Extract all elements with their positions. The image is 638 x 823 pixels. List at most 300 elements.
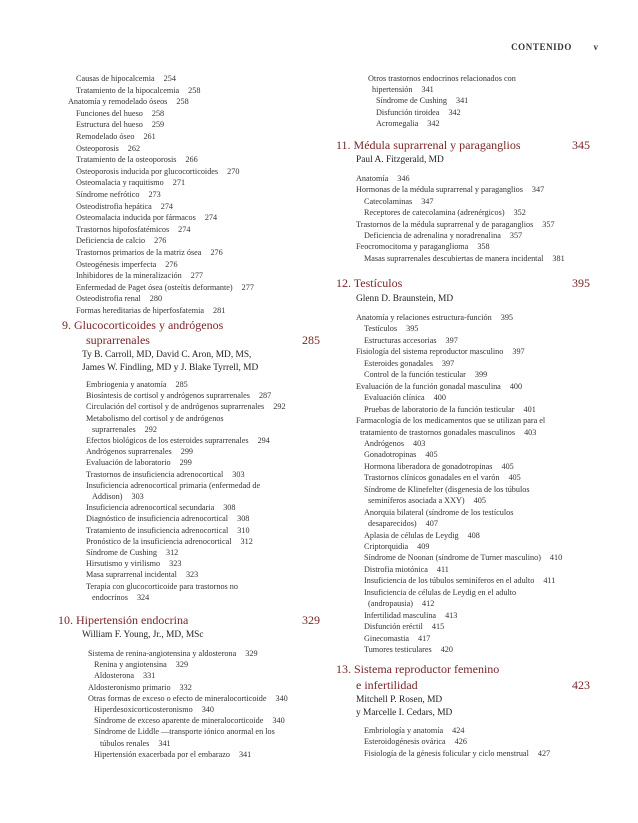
toc-entry [86,480,260,491]
toc-entry-text: (andropausia) [368,599,414,609]
toc-entry-text: Pruebas de laboratorio de la función testicular [364,404,515,414]
toc-entry-text: Tratamiento de la hipocalcemia [76,85,180,95]
toc-entry-text: hipertensión [372,85,413,95]
toc-entry-text: Disfunción tiroidea [376,107,440,117]
toc-entry [364,438,425,449]
toc-entry [86,401,286,412]
toc-entry-text: Evaluación clínica [364,393,425,403]
toc-entry-text: Masas suprarrenales descubiertas de manera incidental [364,253,544,263]
toc-entry [76,305,225,316]
toc-entry-page: 407 [425,519,438,529]
toc-entry-page: 409 [417,542,430,551]
toc-entry-page: 274 [178,224,191,234]
toc-entry-text: Evaluación de la función gonadal masculina [356,381,501,391]
toc-entry-text: seminíferos asociada a XXY) [368,496,465,506]
chapter-author: Ty B. Carroll, MD, David C. Aron, MD, MS, [82,350,252,360]
toc-entry-text: Síndrome de Cushing [376,96,447,106]
toc-entry [364,392,446,403]
toc-entry-text: Síndrome de Liddle —transporte iónico anormal en los [94,727,275,737]
toc-entry-page: 259 [151,120,165,130]
toc-entry-text: Otros trastornos endocrinos relacionados con [368,74,516,83]
toc-entry-page: 285 [175,380,188,389]
toc-entry [364,552,562,563]
toc-entry-text: Testículos [364,324,398,334]
toc-entry-text: Efectos biológicos de los esteroides suprarrenales [86,436,249,445]
toc-entry [364,644,453,655]
toc-entry [76,235,166,246]
toc-entry-text: Criptorquidia [364,542,409,551]
toc-entry-text: Ginecomastia [364,633,410,643]
toc-entry-text: Feocromocitoma y paraganglioma [356,242,469,252]
toc-entry-page: 420 [440,645,453,655]
toc-entry-text: Formas hereditarias de hiperfosfatemia [76,306,204,315]
toc-entry-page: 292 [144,424,157,434]
toc-entry [364,358,454,369]
toc-entry-text: Fisiología del sistema reproductor masculino [356,347,504,357]
chapter-page: 345 [572,138,590,152]
toc-entry-text: Trastornos primarios de la matriz ósea [76,248,202,257]
toc-entry [94,670,155,681]
toc-entry [76,166,239,177]
chapter-page: 395 [572,276,590,290]
toc-entry-text: Infertilidad masculina [364,610,437,620]
toc-entry-text: Pronóstico de la insuficiencia adrenocortical [86,536,232,546]
chapter-page: 329 [302,613,320,627]
toc-entry [94,715,285,726]
toc-entry [356,241,490,252]
toc-entry-text: Hipertensión exacerbada por el embarazo [94,749,230,759]
toc-entry-text: Aldosterona [94,671,135,681]
toc-entry-page: 426 [454,737,467,747]
toc-entry-text: Hirsutismo y virilismo [86,559,161,569]
toc-entry-page: 341 [455,96,469,106]
chapter-title: e infertilidad [356,678,418,692]
toc-entry-page: 340 [201,705,214,714]
toc-entry-page: 400 [509,381,523,391]
toc-entry [364,575,555,586]
chapter-title: 13. Sistema reproductor femenino [336,662,500,676]
toc-entry-text: túbulos renales [100,738,150,748]
toc-entry [364,461,514,472]
toc-entry [356,173,410,184]
toc-entry-page: 358 [477,242,490,252]
chapter-page: 423 [572,678,590,692]
toc-entry [88,693,288,704]
toc-entry [86,435,270,446]
chapter-author: Glenn D. Braunstein, MD [356,294,454,304]
toc-entry-page: 400 [433,393,446,403]
toc-entry [68,96,189,107]
toc-entry-text: Acromegalia [376,118,419,128]
toc-entry [76,224,190,235]
toc-entry [364,610,457,621]
toc-entry-page: 395 [406,324,419,334]
toc-entry-page: 346 [397,174,410,183]
toc-entry-page: 332 [179,682,192,692]
toc-entry-text: Síndrome nefrótico [76,190,140,199]
toc-entry [356,381,522,392]
chapter-title: 9. Glucocorticoides y andrógenos [62,318,224,332]
toc-entry-text: Estructuras accesorias [364,335,437,345]
toc-entry [364,587,516,598]
toc-entry [86,536,253,547]
toc-entry-text: desaparecidos) [368,519,417,529]
toc-entry-text: Anatomía y remodelado óseos [68,97,168,107]
toc-entry [92,491,144,502]
toc-entry-page: 347 [531,185,545,195]
toc-entry-text: Trastornos de la médula suprarrenal y de paraganglios [356,219,534,229]
toc-entry-text: Renina y angiotensina [94,660,167,670]
page-number: v [593,42,598,52]
toc-entry [356,415,545,426]
chapter-title: 12. Testículos [336,276,403,290]
toc-entry [364,633,430,644]
toc-entry-text: Osteodistrofia renal [76,294,141,304]
toc-entry [364,196,433,207]
toc-entry-page: 261 [143,132,156,141]
toc-entry-page: 299 [179,458,192,468]
toc-entry-page: 399 [474,370,488,380]
toc-entry-text: Sistema de renina-angiotensina y aldosterona [88,649,237,658]
chapter-author: Paul A. Fitzgerald, MD [356,155,444,165]
toc-entry-text: Trastornos hipofosfatémicos [76,224,170,234]
toc-entry-text: Masa suprarrenal incidental [86,570,177,580]
toc-entry [88,682,192,693]
toc-entry-page: 397 [441,358,455,368]
toc-entry [364,484,530,495]
toc-entry [86,581,238,592]
toc-entry-text: Deficiencia de adrenalina y noradrenalina [364,231,501,240]
toc-entry [76,177,185,188]
toc-entry [376,118,440,129]
toc-entry [364,404,536,415]
toc-entry [94,704,214,715]
toc-entry-page: 413 [445,610,458,620]
toc-entry-text: tratamiento de trastornos gonadales masculinos [360,427,516,437]
toc-entry [76,143,140,154]
toc-entry-text: Tratamiento de insuficiencia adrenocortical [86,525,229,535]
toc-entry-text: Receptores de catecolamina (adrenérgicos) [364,208,505,218]
toc-entry-page: 303 [131,492,144,501]
toc-entry-text: Andrógenos [364,438,405,448]
toc-entry-text: Tratamiento de la osteoporosis [76,155,177,165]
toc-entry-page: 277 [241,282,254,292]
toc-entry [364,472,521,483]
toc-entry-text: Control de la función testicular [364,370,466,380]
toc-entry-text: Osteomalacia inducida por fármacos [76,213,196,223]
toc-entry-page: 411 [436,564,449,574]
toc-entry-page: 324 [136,592,150,602]
toc-entry [86,558,181,569]
toc-entry-text: Catecolaminas [364,196,413,206]
toc-entry-text: Diagnóstico de insuficiencia adrenocortical [86,514,229,524]
toc-entry-text: Causas de hipocalcemia [76,74,155,83]
chapter-title: suprarrenales [86,333,150,347]
toc-entry [364,230,522,241]
toc-entry-page: 352 [513,208,526,218]
toc-entry-page: 310 [237,525,250,535]
toc-entry [364,253,565,264]
toc-entry-page: 258 [151,108,165,118]
toc-entry [76,212,217,223]
toc-entry [88,648,258,659]
toc-entry-page: 357 [542,219,555,229]
toc-entry-page: 405 [508,473,521,483]
toc-entry-page: 329 [245,649,258,658]
toc-entry-text: Insuficiencia adrenocortical secundaria [86,503,215,513]
toc-entry [94,726,275,737]
toc-entry-text: Addison) [92,492,123,501]
toc-entry [76,201,173,212]
toc-entry-page: 417 [418,633,431,643]
toc-entry-text: Fisiología de la génesis folicular y ciclo menstrual [364,748,529,758]
toc-entry-page: 405 [425,450,438,460]
toc-entry-text: Anatomía [356,174,389,183]
toc-entry-page: 303 [232,469,245,479]
toc-entry [364,748,550,759]
toc-entry [76,108,164,119]
toc-entry-text: Síndrome de Klinefelter (disgenesia de los túbulos [364,484,530,494]
toc-entry-text: suprarrenales [92,424,136,434]
toc-entry-text: Estructura del hueso [76,120,143,130]
toc-entry [372,84,434,95]
toc-entry-text: Anatomía y relaciones estructura-función [356,313,492,322]
toc-entry [364,369,487,380]
toc-entry [86,379,188,390]
toc-entry-text: Inhibidores de la mineralización [76,271,182,281]
toc-entry-text: Terapia con glucocorticoide para trastornos no [86,581,238,591]
toc-entry-page: 347 [421,196,434,206]
toc-entry-page: 280 [149,294,163,304]
toc-entry [364,323,418,334]
chapter-author: James W. Findling, MD y J. Blake Tyrrell, MD [82,363,259,373]
toc-entry [364,621,444,632]
toc-entry-text: endocrinos [92,592,128,602]
toc-entry-text: Farmacología de los medicamentos que se utilizan para el [356,416,546,426]
toc-entry [76,259,178,270]
toc-entry-page: 273 [148,190,161,199]
running-head [0,42,638,56]
toc-entry-text: Esteroides gonadales [364,358,433,368]
toc-entry-text: Embriogenia y anatomía [86,380,167,389]
toc-entry-text: Hormonas de la médula suprarrenal y paraganglios [356,185,523,195]
toc-entry-page: 412 [422,599,435,609]
toc-entry-page: 308 [237,514,250,524]
toc-entry [86,547,178,558]
toc-entry-page: 405 [501,461,514,471]
toc-entry-text: Trastornos de insuficiencia adrenocortical [86,469,224,479]
toc-entry [76,131,156,142]
toc-entry-page: 281 [213,306,226,315]
toc-entry-text: Evaluación de laboratorio [86,458,171,468]
toc-entry-page: 262 [127,143,141,153]
toc-entry-text: Circulación del cortisol y de andrógenos suprarrenales [86,402,265,412]
toc-entry-text: Esteroidogénesis ovárica [364,737,446,747]
toc-entry [76,119,164,130]
toc-entry-text: Osteogénesis imperfecta [76,259,157,269]
toc-entry-page: 287 [258,391,272,401]
chapter-author: y Marcelle I. Cedars, MD [356,708,453,718]
toc-entry-page: 395 [500,313,514,322]
toc-entry-page: 401 [523,404,536,414]
toc-entry-text: Otras formas de exceso o efecto de mineralocorticoide [88,693,267,703]
toc-entry [356,219,555,230]
toc-entry [364,207,526,218]
toc-entry [92,592,149,603]
toc-entry-page: 408 [467,530,480,540]
toc-entry [364,335,458,346]
toc-entry-text: Síndrome de Noonan (síndrome de Turner masculino) [364,553,541,563]
toc-entry-page: 276 [165,259,178,269]
toc-entry-text: Distrofia miotónica [364,564,428,574]
toc-entry-page: 258 [188,85,201,95]
toc-entry [368,598,434,609]
toc-entry [100,738,171,749]
toc-entry [76,282,254,293]
toc-entry-text: Insuficiencia de los túbulos seminíferos en el adulto [364,576,535,586]
toc-entry [76,189,161,200]
toc-entry [76,270,203,281]
chapter-author: William F. Young, Jr., MD, MSc [82,630,204,640]
toc-entry-page: 410 [549,553,563,563]
toc-entry [364,736,467,747]
toc-entry [86,457,192,468]
toc-entry [92,424,157,435]
toc-entry [86,569,198,580]
toc-entry-page: 258 [176,97,189,107]
toc-entry [356,312,513,323]
running-head-title: CONTENIDO [511,42,572,52]
toc-entry-page: 276 [210,248,223,257]
toc-entry [368,518,438,529]
toc-entry-text: Metabolismo del cortisol y de andrógenos [86,413,224,423]
toc-entry-text: Osteoporosis inducida por glucocorticoides [76,166,219,176]
toc-entry-text: Biosíntesis de cortisol y andrógenos suprarrenales [86,391,250,401]
toc-entry-page: 427 [537,748,551,758]
toc-entry [86,390,271,401]
toc-entry-text: Síndrome de Cushing [86,548,157,557]
toc-entry-text: Disfunción eréctil [364,622,423,632]
toc-entry-text: Insuficiencia de células de Leydig en el adulto [364,587,517,597]
toc-entry [86,525,250,536]
toc-entry-page: 411 [543,576,556,586]
toc-entry-text: Hormona liberadora de gonadotropinas [364,461,493,471]
toc-entry [94,749,251,760]
toc-entry-page: 341 [238,749,252,759]
toc-entry-text: Enfermedad de Paget ósea (osteítis deformante) [76,282,233,292]
toc-entry-page: 397 [445,335,458,345]
toc-entry [76,85,200,96]
toc-entry-text: Osteodistrofia hepática [76,201,152,211]
toc-entry-page: 340 [272,716,285,726]
toc-entry [376,95,468,106]
toc-entry [364,449,438,460]
toc-entry-page: 405 [473,496,486,506]
toc-entry-text: Gonadotropinas [364,450,417,460]
toc-entry [356,346,525,357]
chapter-author: Mitchell P. Rosen, MD [356,695,443,705]
toc-entry [76,73,176,84]
toc-entry-page: 340 [275,693,288,703]
toc-entry [76,154,198,165]
toc-entry [364,725,464,736]
toc-entry-text: Hiperdesoxicorticosteronismo [94,705,193,714]
toc-entry [94,659,188,670]
toc-entry [356,184,544,195]
toc-entry [364,530,480,541]
toc-entry-page: 329 [175,660,189,670]
toc-entry-page: 271 [172,178,186,188]
toc-entry-text: Embriología y anatomía [364,726,444,735]
toc-entry-page: 299 [180,447,193,457]
toc-entry-page: 342 [448,107,461,117]
toc-entry-page: 357 [509,231,523,240]
toc-entry [76,247,223,258]
toc-entry-text: Andrógenos suprarrenales [86,447,172,457]
toc-entry [364,564,449,575]
toc-entry-text: Osteoporosis [76,143,119,153]
toc-entry-text: Osteomalacia y raquitismo [76,178,164,188]
toc-entry-page: 308 [223,503,236,513]
toc-entry-page: 266 [185,155,198,165]
toc-entry-text: Tumores testiculares [364,645,432,655]
toc-entry-page: 274 [204,213,218,223]
toc-entry-text: Insuficiencia adrenocortical primaria (enfermedad de [86,480,261,490]
toc-entry [86,446,193,457]
toc-entry-text: Funciones del hueso [76,108,143,118]
toc-entry-text: Deficiencia de calcio [76,236,146,246]
toc-entry-page: 424 [452,726,465,735]
toc-entry-page: 270 [227,166,240,176]
toc-entry-page: 294 [257,436,270,445]
toc-entry-text: Aplasia de células de Leydig [364,530,459,540]
toc-entry [360,427,536,438]
toc-entry-text: Anorquia bilateral (síndrome de los testículos [364,507,514,517]
toc-entry-page: 312 [240,536,253,546]
toc-entry-text: Aldosteronismo primario [88,682,171,692]
chapter-title: 10. Hipertensión endocrina [58,613,189,627]
toc-entry-page: 342 [427,118,440,128]
toc-entry-page: 277 [190,271,203,281]
toc-entry [376,107,461,118]
toc-entry [86,513,249,524]
toc-entry [364,541,429,552]
toc-entry-text: Remodelado óseo [76,132,135,141]
toc-entry-page: 331 [143,671,156,681]
toc-entry-page: 323 [185,570,199,580]
toc-entry [368,73,516,84]
toc-entry [368,495,486,506]
toc-entry [86,413,224,424]
toc-entry-text: Trastornos clínicos gonadales en el varón [364,473,500,483]
toc-entry [86,502,235,513]
toc-entry [364,507,513,518]
toc-entry-page: 381 [552,253,565,263]
toc-entry-page: 341 [421,85,434,95]
toc-entry-page: 403 [524,427,537,437]
toc-entry-page: 323 [169,559,182,569]
toc-entry-page: 341 [158,738,171,748]
toc-entry-page: 292 [273,402,286,412]
toc-entry [86,469,245,480]
toc-entry-text: Síndrome de exceso aparente de mineralocorticoide [94,716,264,726]
chapter-page: 285 [302,333,320,347]
toc-entry-page: 276 [154,236,167,246]
toc-entry-page: 415 [431,622,445,632]
toc-entry-page: 254 [163,74,176,83]
toc-entry-page: 312 [165,548,179,557]
toc-entry-page: 403 [413,438,426,448]
